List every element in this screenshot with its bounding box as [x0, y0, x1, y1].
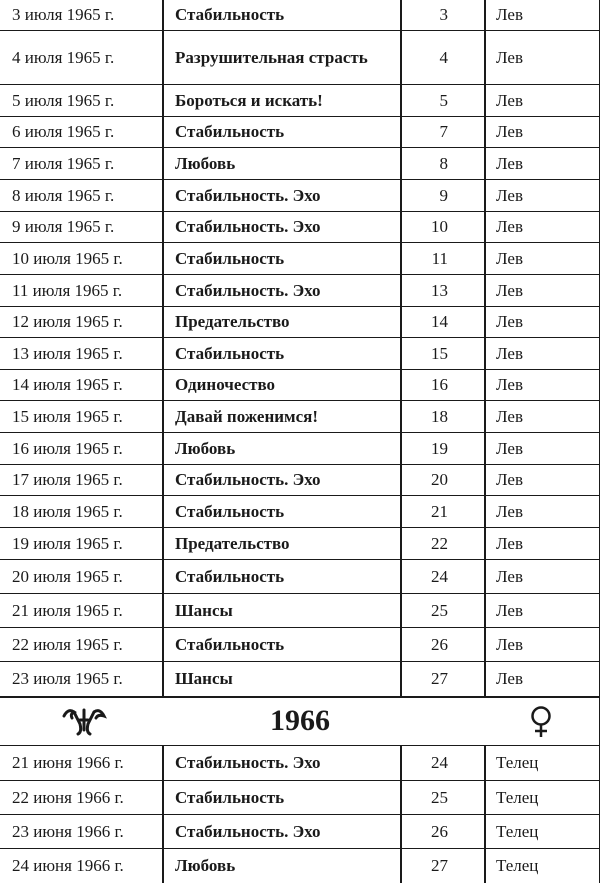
column-divider	[162, 0, 164, 30]
name-cell: Давай поженимся!	[175, 406, 319, 426]
column-divider	[484, 338, 486, 369]
sign-cell: Телец	[496, 821, 539, 841]
date-cell: 6 июля 1965 г.	[12, 122, 115, 141]
column-divider	[162, 31, 164, 84]
column-divider	[484, 85, 486, 116]
name-cell: Любовь	[175, 438, 236, 458]
number-cell: 22	[431, 533, 448, 553]
column-divider	[162, 662, 164, 696]
column-divider	[162, 370, 164, 400]
number-cell: 25	[431, 787, 448, 807]
column-divider	[400, 781, 402, 814]
sign-cell: Лев	[496, 669, 523, 688]
sign-cell: Лев	[496, 47, 523, 67]
number-cell: 27	[431, 856, 448, 875]
table-row	[0, 117, 600, 148]
column-divider	[484, 433, 486, 464]
sign-cell: Лев	[496, 438, 523, 458]
sign-cell: Телец	[496, 856, 539, 875]
horse-zodiac-icon	[60, 706, 108, 736]
number-cell: 5	[439, 90, 448, 110]
table-row	[0, 433, 600, 465]
column-divider	[400, 849, 402, 883]
date-cell: 19 июля 1965 г.	[12, 533, 123, 553]
sign-cell: Телец	[496, 787, 539, 807]
column-divider	[400, 370, 402, 400]
column-divider	[484, 815, 486, 848]
table-row	[0, 560, 600, 594]
number-cell: 26	[431, 821, 448, 841]
column-divider	[162, 85, 164, 116]
column-divider	[400, 180, 402, 211]
column-divider	[162, 781, 164, 814]
number-cell: 18	[431, 406, 448, 426]
date-cell: 5 июля 1965 г.	[12, 90, 115, 110]
column-divider	[162, 528, 164, 559]
sign-cell: Лев	[496, 406, 523, 426]
table-row	[0, 781, 600, 815]
column-divider	[484, 243, 486, 274]
name-cell: Стабильность. Эхо	[175, 185, 321, 205]
name-cell: Одиночество	[175, 375, 276, 394]
name-cell: Стабильность. Эхо	[175, 280, 321, 300]
column-divider	[162, 307, 164, 337]
name-cell: Стабильность	[175, 248, 285, 268]
date-cell: 13 июля 1965 г.	[12, 343, 123, 363]
sign-cell: Лев	[496, 501, 523, 521]
date-cell: 14 июля 1965 г.	[12, 375, 123, 394]
sign-cell: Лев	[496, 153, 523, 173]
name-cell: Стабильность. Эхо	[175, 753, 321, 772]
table-row	[0, 746, 600, 781]
name-cell: Предательство	[175, 312, 290, 331]
date-cell: 3 июля 1965 г.	[12, 5, 115, 24]
name-cell: Шансы	[175, 669, 233, 688]
column-divider	[400, 594, 402, 627]
date-cell: 4 июля 1965 г.	[12, 47, 115, 67]
column-divider	[484, 560, 486, 593]
name-cell: Любовь	[175, 856, 236, 875]
sign-cell: Лев	[496, 634, 523, 654]
table-row	[0, 662, 600, 697]
table-row	[0, 85, 600, 117]
date-cell: 23 июля 1965 г.	[12, 669, 123, 688]
sign-cell: Лев	[496, 343, 523, 363]
sign-cell: Лев	[496, 533, 523, 553]
column-divider	[162, 401, 164, 432]
sign-cell: Телец	[496, 753, 539, 772]
date-cell: 22 июня 1966 г.	[12, 787, 124, 807]
number-cell: 24	[431, 753, 448, 772]
column-divider	[162, 849, 164, 883]
column-divider	[400, 307, 402, 337]
number-cell: 4	[439, 47, 448, 67]
column-divider	[162, 243, 164, 274]
date-cell: 7 июля 1965 г.	[12, 153, 115, 173]
column-divider	[400, 0, 402, 30]
date-cell: 22 июля 1965 г.	[12, 634, 123, 654]
table-row	[0, 212, 600, 243]
date-cell: 12 июля 1965 г.	[12, 312, 123, 331]
date-cell: 8 июля 1965 г.	[12, 185, 115, 205]
column-divider	[162, 433, 164, 464]
number-cell: 19	[431, 438, 448, 458]
number-cell: 25	[431, 600, 448, 620]
date-cell: 20 июля 1965 г.	[12, 566, 123, 586]
table-row	[0, 849, 600, 883]
venus-icon	[528, 705, 554, 739]
sign-cell: Лев	[496, 248, 523, 268]
column-divider	[400, 528, 402, 559]
column-divider	[484, 0, 486, 30]
column-divider	[162, 560, 164, 593]
name-cell: Стабильность	[175, 566, 285, 586]
column-divider	[484, 117, 486, 147]
column-divider	[400, 465, 402, 495]
sign-cell: Лев	[496, 280, 523, 300]
date-cell: 15 июля 1965 г.	[12, 406, 123, 426]
column-divider	[400, 662, 402, 696]
number-cell: 14	[431, 312, 448, 331]
year-title: 1966	[270, 704, 330, 737]
column-divider	[162, 496, 164, 527]
column-divider	[162, 148, 164, 179]
column-divider	[484, 401, 486, 432]
number-cell: 20	[431, 470, 448, 489]
table-row	[0, 31, 600, 85]
date-cell: 24 июня 1966 г.	[12, 856, 124, 875]
column-divider	[484, 746, 486, 780]
name-cell: Стабильность. Эхо	[175, 821, 321, 841]
name-cell: Стабильность	[175, 634, 285, 654]
table-row	[0, 148, 600, 180]
sign-cell: Лев	[496, 5, 523, 24]
column-divider	[484, 628, 486, 661]
table-row	[0, 243, 600, 275]
column-divider	[162, 746, 164, 780]
name-cell: Стабильность	[175, 501, 285, 521]
column-divider	[484, 275, 486, 306]
column-divider	[162, 594, 164, 627]
column-divider	[400, 212, 402, 242]
date-cell: 9 июля 1965 г.	[12, 217, 115, 236]
number-cell: 16	[431, 375, 448, 394]
column-divider	[162, 212, 164, 242]
date-cell: 18 июля 1965 г.	[12, 501, 123, 521]
column-divider	[484, 307, 486, 337]
name-cell: Шансы	[175, 600, 233, 620]
column-divider	[400, 746, 402, 780]
table-row	[0, 338, 600, 370]
column-divider	[400, 338, 402, 369]
year-header-row	[0, 697, 600, 746]
date-cell: 11 июля 1965 г.	[12, 280, 123, 300]
table-row	[0, 401, 600, 433]
column-divider	[162, 465, 164, 495]
column-divider	[400, 275, 402, 306]
column-divider	[400, 401, 402, 432]
column-divider	[162, 117, 164, 147]
table-row	[0, 496, 600, 528]
column-divider	[484, 594, 486, 627]
name-cell: Стабильность	[175, 122, 285, 141]
column-divider	[162, 275, 164, 306]
number-cell: 8	[439, 153, 448, 173]
column-divider	[400, 117, 402, 147]
number-cell: 3	[439, 5, 448, 24]
number-cell: 9	[439, 185, 448, 205]
column-divider	[162, 338, 164, 369]
column-divider	[400, 433, 402, 464]
table-row	[0, 628, 600, 662]
number-cell: 24	[431, 566, 448, 586]
date-cell: 16 июля 1965 г.	[12, 438, 123, 458]
column-divider	[484, 148, 486, 179]
sign-cell: Лев	[496, 312, 523, 331]
date-cell: 23 июня 1966 г.	[12, 821, 124, 841]
table-row	[0, 528, 600, 560]
name-cell: Стабильность. Эхо	[175, 217, 321, 236]
column-divider	[400, 148, 402, 179]
name-cell: Предательство	[175, 533, 290, 553]
sign-cell: Лев	[496, 470, 523, 489]
column-divider	[484, 662, 486, 696]
column-divider	[484, 849, 486, 883]
number-cell: 13	[431, 280, 448, 300]
name-cell: Стабильность	[175, 787, 285, 807]
table-row	[0, 275, 600, 307]
number-cell: 10	[431, 217, 448, 236]
column-divider	[162, 628, 164, 661]
column-divider	[162, 180, 164, 211]
table-row	[0, 815, 600, 849]
column-divider	[400, 31, 402, 84]
sign-cell: Лев	[496, 185, 523, 205]
column-divider	[400, 815, 402, 848]
column-divider	[400, 628, 402, 661]
column-divider	[162, 815, 164, 848]
table-row	[0, 370, 600, 401]
sign-cell: Лев	[496, 217, 523, 236]
number-cell: 27	[431, 669, 448, 688]
number-cell: 21	[431, 501, 448, 521]
table-row	[0, 465, 600, 496]
column-divider	[484, 528, 486, 559]
sign-cell: Лев	[496, 375, 523, 394]
date-cell: 10 июля 1965 г.	[12, 248, 123, 268]
sign-cell: Лев	[496, 566, 523, 586]
name-cell: Стабильность. Эхо	[175, 470, 321, 489]
column-divider	[484, 370, 486, 400]
column-divider	[400, 496, 402, 527]
column-divider	[400, 85, 402, 116]
date-cell: 21 июня 1966 г.	[12, 753, 124, 772]
column-divider	[484, 496, 486, 527]
name-cell: Разрушительная страсть	[175, 47, 368, 67]
column-divider	[484, 31, 486, 84]
number-cell: 11	[431, 248, 448, 268]
sign-cell: Лев	[496, 90, 523, 110]
name-cell: Стабильность	[175, 343, 285, 363]
name-cell: Бороться и искать!	[175, 90, 323, 110]
number-cell: 26	[431, 634, 448, 654]
column-divider	[484, 180, 486, 211]
column-divider	[400, 243, 402, 274]
column-divider	[400, 560, 402, 593]
table-row	[0, 180, 600, 212]
number-cell: 7	[439, 122, 448, 141]
date-cell: 21 июля 1965 г.	[12, 600, 123, 620]
date-cell: 17 июля 1965 г.	[12, 470, 123, 489]
table-row	[0, 0, 600, 31]
number-cell: 15	[431, 343, 448, 363]
table-row	[0, 307, 600, 338]
sign-cell: Лев	[496, 600, 523, 620]
name-cell: Стабильность	[175, 5, 285, 24]
table-row	[0, 594, 600, 628]
name-cell: Любовь	[175, 153, 236, 173]
column-divider	[484, 465, 486, 495]
column-divider	[484, 212, 486, 242]
sign-cell: Лев	[496, 122, 523, 141]
column-divider	[484, 781, 486, 814]
